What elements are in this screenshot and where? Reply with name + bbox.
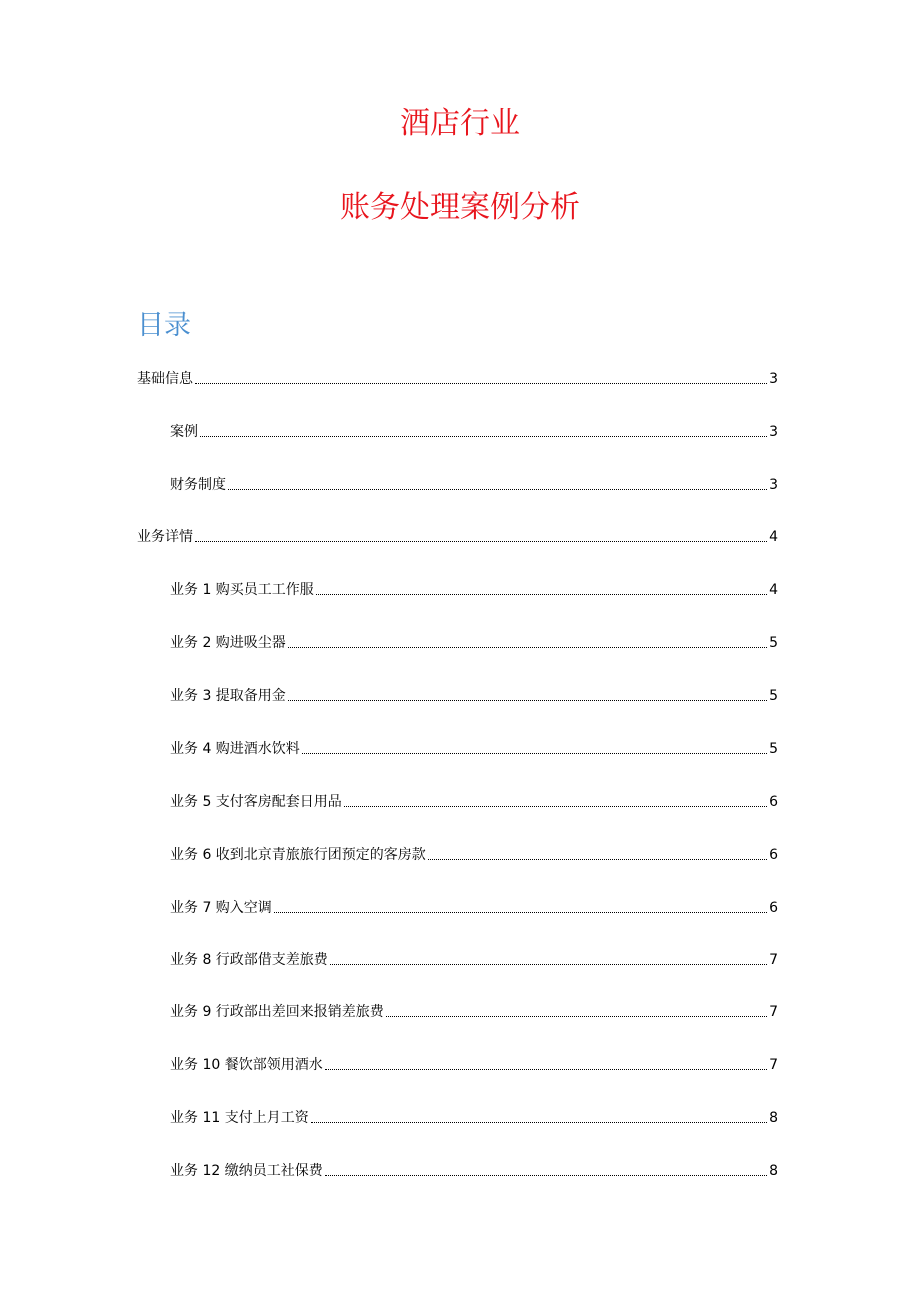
toc-leader-dots (288, 647, 767, 648)
toc-entry[interactable] (137, 525, 778, 547)
toc-entry[interactable] (170, 843, 778, 865)
toc-entry[interactable] (137, 367, 778, 389)
toc-entry[interactable] (170, 684, 778, 706)
toc-entry[interactable] (170, 1000, 778, 1022)
toc-entry-page: 5 (769, 741, 778, 757)
toc-entry-label: 案例 (170, 424, 198, 440)
toc-leader-dots (200, 436, 767, 437)
toc-leader-dots (428, 859, 767, 860)
toc-entry-page: 3 (769, 424, 778, 440)
toc-leader-dots (195, 541, 767, 542)
toc-entry[interactable] (170, 1159, 778, 1181)
toc-entry-label: 业务 4 购进酒水饮料 (170, 741, 300, 757)
toc-entry-page: 7 (769, 1057, 778, 1073)
toc-entry-label: 业务 1 购买员工工作服 (170, 582, 314, 598)
toc-entry-label: 业务 10 餐饮部领用酒水 (170, 1057, 323, 1073)
toc-entry[interactable] (170, 948, 778, 970)
toc-entry-label: 业务 7 购入空调 (170, 900, 272, 916)
toc-entry-page: 8 (769, 1163, 778, 1179)
toc-entry-page: 4 (769, 529, 778, 545)
toc-heading: 目录 (137, 310, 191, 341)
toc-entry-label: 业务 8 行政部借支差旅费 (170, 952, 328, 968)
toc-leader-dots (344, 806, 767, 807)
toc-leader-dots (288, 700, 767, 701)
toc-entry[interactable] (170, 578, 778, 600)
toc-entry-page: 4 (769, 582, 778, 598)
toc-entry-label: 业务 3 提取备用金 (170, 688, 286, 704)
toc-entry-label: 业务 11 支付上月工资 (170, 1110, 309, 1126)
toc-entry-page: 7 (769, 952, 778, 968)
toc-entry-page: 7 (769, 1004, 778, 1020)
toc-leader-dots (325, 1175, 767, 1176)
toc-entry-page: 6 (769, 847, 778, 863)
toc-entry[interactable] (170, 473, 778, 495)
toc-entry[interactable] (170, 790, 778, 812)
toc-entry-label: 业务 2 购进吸尘器 (170, 635, 286, 651)
toc-entry[interactable] (170, 631, 778, 653)
toc-entry-label: 业务 6 收到北京青旅旅行团预定的客房款 (170, 847, 426, 863)
toc-entry-label: 业务详情 (137, 529, 193, 545)
toc-leader-dots (316, 594, 767, 595)
toc-entry-label: 业务 9 行政部出差回来报销差旅费 (170, 1004, 384, 1020)
toc-entry-page: 6 (769, 900, 778, 916)
toc-entry-page: 5 (769, 635, 778, 651)
toc-leader-dots (330, 964, 767, 965)
toc-leader-dots (195, 383, 767, 384)
toc-leader-dots (311, 1122, 767, 1123)
toc-entry[interactable] (170, 420, 778, 442)
toc-entry-label: 业务 5 支付客房配套日用品 (170, 794, 342, 810)
toc-entry-label: 基础信息 (137, 371, 193, 387)
toc-leader-dots (325, 1069, 767, 1070)
toc-entry-label: 财务制度 (170, 477, 226, 493)
toc-entry[interactable] (170, 1106, 778, 1128)
toc-leader-dots (274, 912, 767, 913)
toc-entry-page: 8 (769, 1110, 778, 1126)
toc-entry-page: 6 (769, 794, 778, 810)
toc-entry[interactable] (170, 1053, 778, 1075)
toc-entry[interactable] (170, 896, 778, 918)
toc-leader-dots (228, 489, 767, 490)
toc-entry-label: 业务 12 缴纳员工社保费 (170, 1163, 323, 1179)
document-title-line2: 账务处理案例分析 (340, 190, 580, 225)
toc-leader-dots (386, 1016, 767, 1017)
toc-entry-page: 3 (769, 371, 778, 387)
toc-entry-page: 5 (769, 688, 778, 704)
toc-entry[interactable] (170, 737, 778, 759)
toc-entry-page: 3 (769, 477, 778, 493)
toc-leader-dots (302, 753, 767, 754)
document-title-line1: 酒店行业 (400, 106, 520, 141)
